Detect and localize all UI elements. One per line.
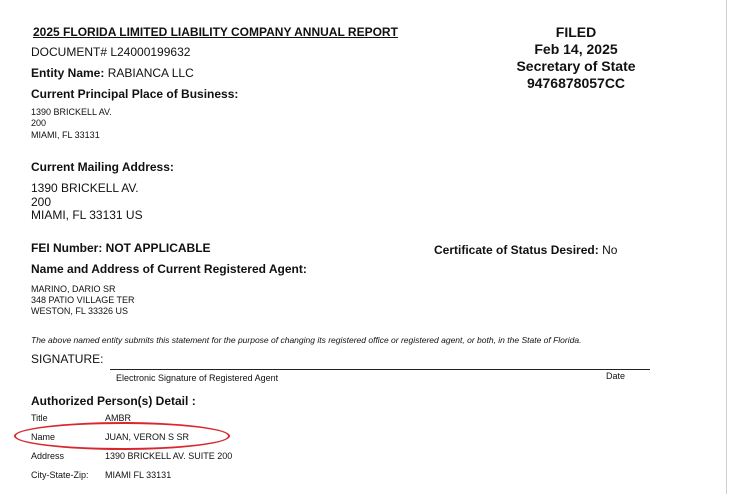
- auth-title-value: AMBR: [105, 413, 132, 423]
- auth-address-label: Address: [31, 451, 65, 461]
- document-number: DOCUMENT# L24000199632: [31, 45, 191, 59]
- esignature-caption: Electronic Signature of Registered Agent: [116, 373, 279, 383]
- principal-line-2: 200: [31, 118, 47, 128]
- filed-number: 9476878057CC: [526, 75, 626, 91]
- signature-label: SIGNATURE:: [31, 352, 104, 366]
- auth-title-label: Title: [31, 413, 48, 423]
- filed-status: FILED: [555, 24, 597, 40]
- auth-name-label: Name: [31, 432, 56, 442]
- entity-name: [31, 66, 194, 80]
- date-caption: Date: [606, 371, 626, 381]
- statement-text: The above named entity submits this statement for the purpose of changing its registered office or registered agent, or both, in the State of Florida.: [31, 335, 582, 345]
- signature-line: [110, 369, 650, 370]
- mailing-line-3: MIAMI, FL 33131 US: [31, 208, 143, 222]
- filed-stamp: [500, 24, 652, 92]
- certificate-status: [434, 243, 617, 257]
- mailing-heading: Current Mailing Address:: [31, 160, 174, 174]
- mailing-line-1: 1390 BRICKELL AV.: [31, 181, 139, 195]
- principal-heading: Current Principal Place of Business:: [31, 87, 239, 101]
- certificate-status-label: Certificate of Status Desired:: [434, 243, 599, 257]
- mailing-line-2: 200: [31, 195, 52, 209]
- authorized-heading: Authorized Person(s) Detail :: [31, 394, 196, 408]
- filed-office: Secretary of State: [516, 58, 636, 74]
- entity-name-value: RABIANCA LLC: [107, 66, 194, 80]
- certificate-status-value: No: [602, 243, 618, 257]
- auth-name-value: JUAN, VERON S SR: [105, 432, 190, 442]
- report-title: 2025 FLORIDA LIMITED LIABILITY COMPANY ANNUAL REPORT: [33, 25, 398, 39]
- agent-line-1: MARINO, DARIO SR: [31, 284, 116, 294]
- auth-city-value: MIAMI FL 33131: [105, 470, 172, 480]
- auth-city-label: City-State-Zip:: [31, 470, 89, 480]
- principal-line-3: MIAMI, FL 33131: [31, 130, 100, 140]
- agent-line-2: 348 PATIO VILLAGE TER: [31, 295, 135, 305]
- entity-name-label: Entity Name:: [31, 66, 105, 80]
- filed-date: Feb 14, 2025: [534, 41, 618, 57]
- fei-number: FEI Number: NOT APPLICABLE: [31, 241, 211, 255]
- agent-line-3: WESTON, FL 33326 US: [31, 306, 129, 316]
- auth-address-value: 1390 BRICKELL AV. SUITE 200: [105, 451, 233, 461]
- principal-line-1: 1390 BRICKELL AV.: [31, 107, 112, 117]
- agent-heading: Name and Address of Current Registered Agent:: [31, 262, 307, 276]
- highlight-ellipse: [14, 422, 230, 450]
